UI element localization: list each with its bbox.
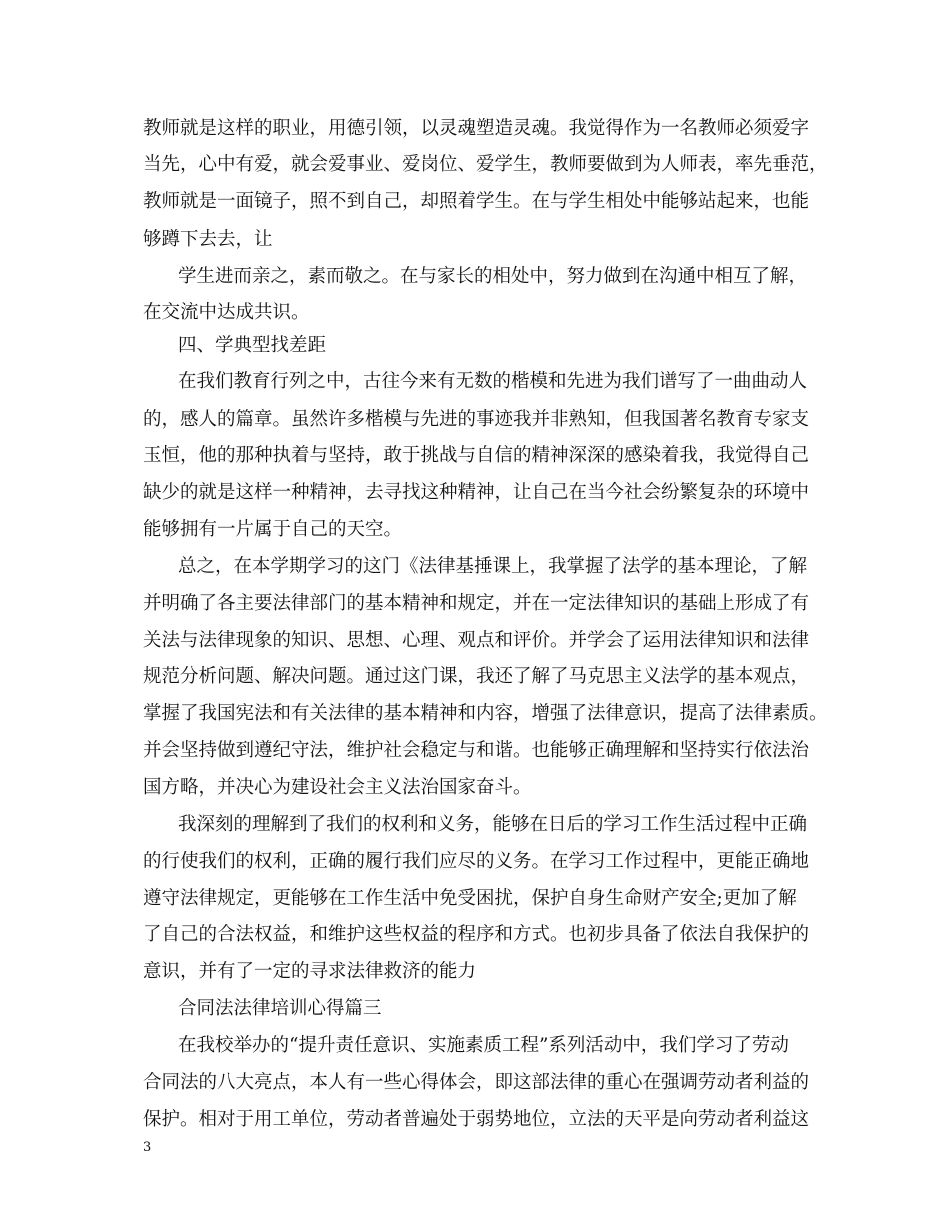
text-line: 保护。相对于用工单位，劳动者普遍处于弱势地位，立法的天平是向劳动者利益这 bbox=[143, 1109, 810, 1130]
text-line: 当先，心中有爱，就会爱事业、爱岗位、爱学生，教师要做到为人师表，率先垂范， bbox=[143, 154, 828, 175]
text-line: 在我校举办的“提升责任意识、实施素质工程”系列活动中，我们学习了劳动 bbox=[178, 1035, 789, 1056]
text-line: 学生进而亲之，素而敬之。在与家长的相处中，努力做到在沟通中相互了解， bbox=[178, 266, 808, 287]
section-heading: 合同法法律培训心得篇三 bbox=[178, 998, 382, 1019]
text-line: 国方略，并决心为建设社会主义法治国家奋斗。 bbox=[143, 777, 532, 798]
text-line: 意识，并有了一定的寻求法律救济的能力 bbox=[143, 961, 477, 982]
text-line: 关法与法律现象的知识、思想、心理、观点和评价。并学会了运用法律知识和法律 bbox=[143, 630, 810, 651]
text-line: 规范分析问题、解决问题。通过这门课，我还了解了马克思主义法学的基本观点， bbox=[143, 666, 810, 687]
text-line: 缺少的就是这样一种精神，去寻找这种精神，让自己在当今社会纷繁复杂的环境中 bbox=[143, 482, 810, 503]
text-line: 并会坚持做到遵纪守法，维护社会稳定与和谐。也能够正确理解和坚持实行依法治 bbox=[143, 740, 810, 761]
section-heading: 四、学典型找差距 bbox=[178, 335, 327, 356]
text-line: 教师就是一面镜子，照不到自己，却照着学生。在与学生相处中能够站起来，也能 bbox=[143, 191, 810, 212]
text-line: 在交流中达成共识。 bbox=[143, 302, 310, 323]
text-line: 了自己的合法权益，和维护这些权益的程序和方式。也初步具备了依法自我保护的 bbox=[143, 924, 810, 945]
text-line: 够蹲下去去，让 bbox=[143, 229, 273, 250]
text-line: 的行使我们的权利，正确的履行我们应尽的义务。在学习工作过程中，更能正确地 bbox=[143, 851, 810, 872]
text-line: 能够拥有一片属于自己的天空。 bbox=[143, 519, 403, 540]
page-number: 3 bbox=[143, 1140, 152, 1155]
text-line: 掌握了我国宪法和有关法律的基本精神和内容，增强了法律意识，提高了法律素质。 bbox=[143, 703, 828, 724]
text-line: 教师就是这样的职业，用德引领，以灵魂塑造灵魂。我觉得作为一名教师必须爱字 bbox=[143, 118, 810, 139]
text-line: 我深刻的理解到了我们的权利和义务，能够在日后的学习工作生活过程中正确 bbox=[178, 814, 808, 835]
text-line: 玉恒，他的那种执着与坚持，敢于挑战与自信的精神深深的感染着我，我觉得自己 bbox=[143, 445, 810, 466]
text-line: 遵守法律规定，更能够在工作生活中免受困扰，保护自身生命财产安全;更加了解 bbox=[143, 888, 797, 909]
text-line: 在我们教育行列之中，古往今来有无数的楷模和先进为我们谱写了一曲曲动人 bbox=[178, 371, 808, 392]
text-line: 合同法的八大亮点，本人有一些心得体会，即这部法律的重心在强调劳动者利益的 bbox=[143, 1072, 810, 1093]
text-line: 总之，在本学期学习的这门《法律基捶课上，我掌握了法学的基本理论，了解 bbox=[178, 556, 808, 577]
text-line: 的，感人的篇章。虽然许多楷模与先进的事迹我并非熟知，但我国著名教育专家支 bbox=[143, 409, 810, 430]
text-line: 并明确了各主要法律部门的基本精神和规定，并在一定法律知识的基础上形成了有 bbox=[143, 593, 810, 614]
